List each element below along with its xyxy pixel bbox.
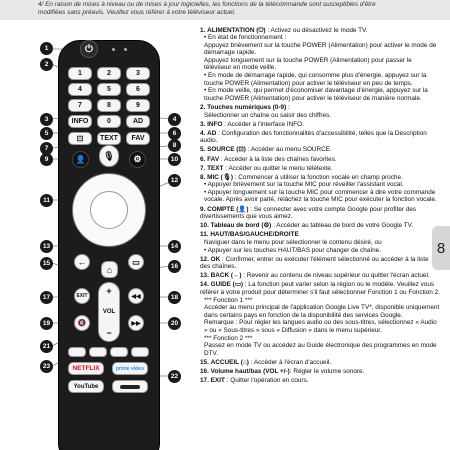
- item-text: *** Fonction 2 ***: [204, 334, 253, 342]
- item-text: Accéder au menu principal de l'application Google Live TV*, disponible uniquement dans certains pays en fonction de la disponibilité des services Google.: [204, 304, 440, 319]
- item-text: : Commencer à utiliser la fonction vocale en champ proche.: [232, 173, 403, 181]
- color-key-4[interactable]: [131, 347, 149, 357]
- item-number: 9.: [200, 205, 206, 213]
- item-text: : La fonction peut varier selon la région ou le modèle. Veuillez vous référer à votre produit pour déterminer s'il faut sélectionner Fonction 1 ou Fonction 2.: [200, 281, 440, 296]
- remote-diagram: [0, 20, 200, 450]
- item-number: 4.: [200, 129, 206, 137]
- key-0[interactable]: 0: [97, 115, 121, 128]
- callout-8: 8: [168, 139, 181, 152]
- source-icon: ⊡: [76, 134, 84, 143]
- description-item: [200, 189, 440, 204]
- description-item: [200, 112, 440, 120]
- tv-guide-icon: ▭: [132, 257, 140, 267]
- color-key-1[interactable]: [68, 347, 86, 357]
- description-item: [200, 27, 440, 35]
- item-number: 2.: [200, 103, 206, 111]
- key-1[interactable]: 1: [68, 67, 92, 80]
- volume-rocker[interactable]: [98, 282, 120, 342]
- key-2[interactable]: 2: [97, 67, 121, 80]
- item-text: Remarque : Pour régler les langues audio ou des sous-titres, sélectionnez « Audio » ou « Sous-titres » sous « Diffusion » dans le menu supérieur.: [204, 319, 437, 334]
- item-title: AD: [207, 129, 217, 137]
- description-item: [200, 146, 440, 154]
- item-number: 1.: [200, 26, 206, 34]
- description-item: [200, 206, 440, 221]
- item-title: MIC (🎙): [207, 173, 233, 181]
- app-shortcut-button[interactable]: [112, 380, 148, 393]
- fast-forward-button[interactable]: [128, 315, 144, 331]
- shortcut-bar-icon: [120, 385, 140, 389]
- description-item: [200, 319, 440, 334]
- item-number: 10.: [200, 222, 209, 230]
- guide-button[interactable]: [128, 254, 144, 270]
- description-item: [200, 272, 440, 280]
- rewind-icon: ◀◀: [131, 293, 141, 300]
- fav-button[interactable]: FAV: [126, 132, 150, 145]
- description-item: [200, 222, 440, 230]
- item-title: Volume haut/bas (VOL +/-): [210, 367, 290, 375]
- account-button[interactable]: [72, 151, 89, 168]
- item-text: • Appuyer longuement sur la touche MIC pour commencer à dire votre commande vocale. Après avoir parlé, relâchez la touche MIC pour exécuter la fonction vocale.: [204, 188, 437, 204]
- item-number: 13.: [200, 272, 209, 280]
- description-item: [200, 281, 440, 296]
- callout-2: 2: [40, 58, 53, 71]
- account-icon: 👤: [75, 155, 86, 164]
- item-text: Naviguer dans le menu pour sélectionner le contenu désiré, ou: [204, 238, 382, 246]
- description-item: [200, 247, 440, 255]
- description-item: [200, 104, 440, 112]
- item-text: • En mode veille, qui permet d'économiser davantage d'énergie, appuyez sur la touche POWER (Alimentation) pour activer le téléviseur de manière normale.: [204, 87, 428, 102]
- item-text: : Accéder à l'écran d'accueil.: [248, 358, 332, 366]
- item-text: : Régler le volume sonore.: [289, 367, 365, 375]
- key-8[interactable]: 8: [97, 99, 121, 112]
- power-button[interactable]: ⏻: [80, 40, 98, 58]
- item-text: : Confirmer, entrer ou exécuter l'élément sélectionné ou accéder à la liste des chaînes.: [200, 255, 429, 271]
- item-title: Touches numériques (0-9): [207, 103, 287, 111]
- notice-line-1: 4/ En raison de mises à niveau ou de mises à jour logicielles, les fonctions de la télécommande sont susceptibles d'être: [38, 1, 376, 8]
- description-item: [200, 297, 440, 305]
- item-text: : Configuration des fonctionnalités d'accessibilité, telles que la Description audio.: [200, 129, 427, 145]
- item-number: 17.: [200, 377, 209, 385]
- callout-1: 1: [40, 42, 53, 55]
- youtube-button[interactable]: YouTube: [68, 380, 104, 393]
- callout-19: 19: [40, 317, 53, 330]
- home-icon: ⌂: [106, 264, 113, 275]
- description-item: [200, 42, 440, 57]
- callout-6: 6: [168, 127, 181, 140]
- item-text: • En mode de démarrage rapide, qui consomme plus d'énergie, appuyez sur la touche POWER (Alimentation) pour activer le téléviseur en peu de temps.: [204, 72, 427, 87]
- item-text: Passez en mode TV ou accédez au Guide électronique des programmes en mode DTV.: [204, 342, 437, 357]
- description-item: [200, 121, 440, 129]
- item-text: : Accéder au tableau de bord de votre Google TV.: [271, 222, 414, 230]
- item-title: EXIT: [210, 377, 225, 385]
- key-5[interactable]: 5: [97, 83, 121, 96]
- callout-4: 4: [168, 113, 181, 126]
- key-descriptions: [200, 25, 440, 450]
- item-text: • Appuyer brièvement sur la touche MIC pour réveiller l'assistant vocal.: [204, 181, 404, 189]
- item-title: OK: [210, 255, 221, 263]
- item-text: Sélectionner un chaîne ou saisir des chiffres.: [204, 111, 332, 119]
- description-item: [200, 57, 440, 72]
- item-title: Tableau de bord (⚙): [210, 222, 272, 230]
- callout-10: 10: [168, 153, 181, 166]
- item-number: 11.: [200, 231, 209, 239]
- back-button[interactable]: [74, 254, 90, 270]
- item-title: HAUT/BAS/GAUCHE/DROITE: [210, 231, 299, 239]
- description-item: [200, 335, 440, 343]
- mute-button[interactable]: [74, 315, 90, 331]
- description-item: [200, 34, 440, 42]
- description-item: [200, 256, 440, 271]
- description-item: [200, 72, 440, 87]
- item-title: GUIDE (▭): [210, 281, 243, 289]
- mic-hole: [112, 48, 115, 51]
- key-9[interactable]: 9: [126, 99, 150, 112]
- description-item: [200, 156, 440, 164]
- item-number: 8.: [200, 173, 206, 181]
- description-item: [200, 359, 440, 367]
- item-text: Appuyez longuement sur la touche POWER (Alimentation) pour passer le téléviseur en mode veille.: [204, 56, 412, 72]
- item-number: 15.: [200, 358, 209, 366]
- mute-icon: 🔇: [77, 320, 87, 327]
- source-button[interactable]: [68, 132, 92, 145]
- volume-label: VOL: [102, 309, 116, 315]
- mic-icon: 🎙: [103, 150, 115, 161]
- color-key-2[interactable]: [89, 347, 107, 357]
- notice-line-2: modifiées sans préavis. Veuillez vous référer à votre téléviseur actuel.: [38, 8, 236, 16]
- home-button[interactable]: [101, 261, 118, 278]
- description-item: [200, 174, 440, 182]
- item-title: ALIMENTATION (⏻): [207, 26, 266, 34]
- item-text: • Appuyer sur les touches HAUT/BAS pour changer de chaîne.: [204, 246, 382, 254]
- volume-up[interactable]: +: [106, 286, 112, 296]
- item-title: ACCUEIL (⌂): [210, 358, 249, 366]
- callout-17: 17: [40, 291, 53, 304]
- item-number: 16.: [200, 367, 209, 375]
- item-number: 6.: [200, 155, 206, 163]
- item-text: : Quitter l'opération en cours.: [224, 377, 309, 385]
- prime-video-button[interactable]: prime video: [112, 362, 148, 375]
- dashboard-button[interactable]: [129, 151, 146, 168]
- back-arrow-icon: ←: [77, 257, 87, 267]
- callout-15: 15: [40, 257, 53, 270]
- item-text: : Se connecter avec votre compte Google pour profiter des divertissements que vous aimez.: [200, 205, 417, 221]
- item-title: TEXT: [207, 164, 224, 172]
- item-text: : Accéder à la liste des chaînes favorites.: [219, 155, 337, 163]
- callout-23: 23: [40, 360, 53, 373]
- netflix-button[interactable]: NETFLIX: [68, 362, 104, 375]
- item-title: INFO: [207, 120, 223, 128]
- item-number: 14.: [200, 281, 209, 289]
- item-text: • En état de fonctionnement :: [204, 34, 287, 42]
- fast-forward-icon: ▶▶: [131, 320, 141, 327]
- notice-banner: [0, 0, 450, 20]
- description-item: [200, 239, 440, 247]
- callout-7: 7: [40, 142, 53, 155]
- description-item: [200, 231, 440, 239]
- item-text: : Accéder à l'interface INFO.: [222, 120, 304, 128]
- ad-button[interactable]: AD: [126, 115, 150, 128]
- callout-13: 13: [40, 240, 53, 253]
- text-button[interactable]: TEXT: [97, 132, 121, 145]
- item-title: FAV: [207, 155, 220, 163]
- item-title: BACK (←): [210, 272, 242, 280]
- callout-12: 12: [168, 174, 181, 187]
- callout-3: 3: [40, 113, 53, 126]
- item-text: Appuyez brièvement sur la touche POWER (Alimentation) pour activer le mode de démarrage rapide.: [204, 41, 437, 57]
- volume-down[interactable]: −: [106, 328, 112, 338]
- callout-11: 11: [40, 194, 53, 207]
- callout-5: 5: [40, 127, 53, 140]
- ok-button[interactable]: [90, 191, 128, 229]
- description-item: [200, 368, 440, 376]
- description-item: [200, 304, 440, 319]
- item-number: 7.: [200, 164, 206, 172]
- key-3[interactable]: 3: [126, 67, 150, 80]
- item-text: : Accéder ou quitter le menu télétexte.: [223, 164, 333, 172]
- key-7[interactable]: 7: [68, 99, 92, 112]
- callout-21: 21: [40, 340, 53, 353]
- item-text: : Revenir au contenu de niveau supérieur ou quitter l'écran actuel.: [241, 272, 430, 280]
- callout-22: 22: [168, 370, 181, 383]
- item-text: : Activez ou désactivez le mode TV.: [265, 26, 368, 34]
- callout-9: 9: [40, 153, 53, 166]
- key-4[interactable]: 4: [68, 83, 92, 96]
- item-text: : Accéder au menu SOURCE.: [245, 146, 332, 154]
- page-number: 8: [432, 226, 450, 270]
- led-indicator: [124, 48, 127, 51]
- key-6[interactable]: 6: [126, 83, 150, 96]
- gear-icon: ⚙: [133, 154, 142, 164]
- item-number: 3.: [200, 120, 206, 128]
- description-item: [200, 130, 440, 145]
- description-item: [200, 377, 440, 385]
- item-number: 12.: [200, 255, 209, 263]
- description-item: [200, 165, 440, 173]
- callout-20: 20: [168, 317, 181, 330]
- item-text: *** Fonction 1 ***: [204, 296, 253, 304]
- callout-14: 14: [168, 240, 181, 253]
- color-key-3[interactable]: [110, 347, 128, 357]
- callout-16: 16: [168, 260, 181, 273]
- item-text: :: [286, 103, 290, 111]
- exit-button[interactable]: EXIT: [74, 288, 90, 304]
- description-item: [200, 181, 440, 189]
- item-title: COMPTE (👤): [207, 205, 249, 213]
- callout-18: 18: [168, 291, 181, 304]
- mic-button[interactable]: [99, 145, 119, 167]
- item-title: SOURCE (⊡): [207, 146, 246, 154]
- rewind-button[interactable]: [128, 288, 144, 304]
- item-number: 5.: [200, 146, 206, 154]
- description-item: [200, 87, 440, 102]
- info-button[interactable]: INFO: [68, 115, 92, 128]
- description-item: [200, 342, 440, 357]
